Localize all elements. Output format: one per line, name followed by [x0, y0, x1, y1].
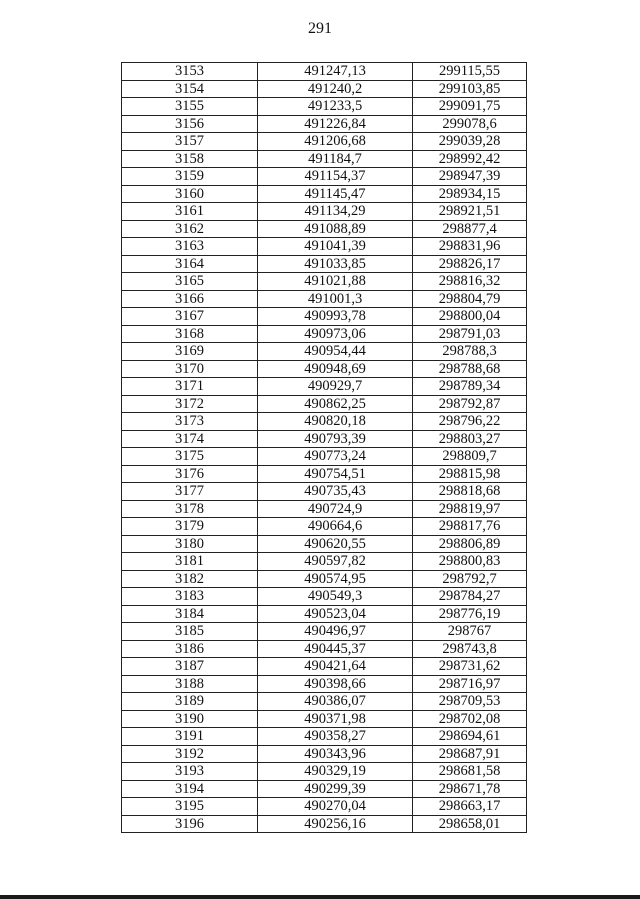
y-coordinate-cell: 298663,17 — [413, 798, 527, 816]
y-coordinate-cell: 298671,78 — [413, 780, 527, 798]
x-coordinate-cell: 490793,39 — [258, 430, 413, 448]
x-coordinate-cell: 491033,85 — [258, 255, 413, 273]
y-coordinate-cell: 298921,51 — [413, 203, 527, 221]
point-number-cell: 3156 — [122, 115, 258, 133]
x-coordinate-cell: 490329,19 — [258, 763, 413, 781]
y-coordinate-cell: 298767 — [413, 623, 527, 641]
point-number-cell: 3174 — [122, 430, 258, 448]
point-number-cell: 3168 — [122, 325, 258, 343]
x-coordinate-cell: 491226,84 — [258, 115, 413, 133]
x-coordinate-cell: 491145,47 — [258, 185, 413, 203]
point-number-cell: 3189 — [122, 693, 258, 711]
table-row — [122, 675, 527, 693]
table-row — [122, 710, 527, 728]
table-row — [122, 378, 527, 396]
x-coordinate-cell: 491154,37 — [258, 168, 413, 186]
x-coordinate-cell: 490256,16 — [258, 815, 413, 833]
x-coordinate-cell: 490820,18 — [258, 413, 413, 431]
y-coordinate-cell: 298784,27 — [413, 588, 527, 606]
point-number-cell: 3182 — [122, 570, 258, 588]
x-coordinate-cell: 491001,3 — [258, 290, 413, 308]
y-coordinate-cell: 299091,75 — [413, 98, 527, 116]
x-coordinate-cell: 490299,39 — [258, 780, 413, 798]
table-row — [122, 133, 527, 151]
point-number-cell: 3169 — [122, 343, 258, 361]
point-number-cell: 3181 — [122, 553, 258, 571]
x-coordinate-cell: 491184,7 — [258, 150, 413, 168]
x-coordinate-cell: 490270,04 — [258, 798, 413, 816]
x-coordinate-cell: 490574,95 — [258, 570, 413, 588]
y-coordinate-cell: 298709,53 — [413, 693, 527, 711]
y-coordinate-cell: 298817,76 — [413, 518, 527, 536]
x-coordinate-cell: 491041,39 — [258, 238, 413, 256]
y-coordinate-cell: 298818,68 — [413, 483, 527, 501]
y-coordinate-cell: 298716,97 — [413, 675, 527, 693]
x-coordinate-cell: 491206,68 — [258, 133, 413, 151]
table-row — [122, 745, 527, 763]
y-coordinate-cell: 299115,55 — [413, 63, 527, 81]
x-coordinate-cell: 490754,51 — [258, 465, 413, 483]
y-coordinate-cell: 298681,58 — [413, 763, 527, 781]
x-coordinate-cell: 491240,2 — [258, 80, 413, 98]
point-number-cell: 3192 — [122, 745, 258, 763]
point-number-cell: 3170 — [122, 360, 258, 378]
x-coordinate-cell: 490862,25 — [258, 395, 413, 413]
point-number-cell: 3195 — [122, 798, 258, 816]
table-row — [122, 203, 527, 221]
y-coordinate-cell: 298826,17 — [413, 255, 527, 273]
y-coordinate-cell: 298702,08 — [413, 710, 527, 728]
x-coordinate-cell: 490954,44 — [258, 343, 413, 361]
point-number-cell: 3153 — [122, 63, 258, 81]
coordinates-table-body — [122, 63, 527, 833]
y-coordinate-cell: 298806,89 — [413, 535, 527, 553]
table-row — [122, 658, 527, 676]
point-number-cell: 3180 — [122, 535, 258, 553]
scan-edge — [0, 895, 640, 899]
x-coordinate-cell: 490929,7 — [258, 378, 413, 396]
table-row — [122, 220, 527, 238]
table-row — [122, 693, 527, 711]
point-number-cell: 3190 — [122, 710, 258, 728]
table-row — [122, 308, 527, 326]
x-coordinate-cell: 490724,9 — [258, 500, 413, 518]
y-coordinate-cell: 298800,83 — [413, 553, 527, 571]
x-coordinate-cell: 491233,5 — [258, 98, 413, 116]
x-coordinate-cell: 490496,97 — [258, 623, 413, 641]
point-number-cell: 3176 — [122, 465, 258, 483]
x-coordinate-cell: 490343,96 — [258, 745, 413, 763]
point-number-cell: 3162 — [122, 220, 258, 238]
table-row — [122, 255, 527, 273]
point-number-cell: 3165 — [122, 273, 258, 291]
point-number-cell: 3177 — [122, 483, 258, 501]
point-number-cell: 3175 — [122, 448, 258, 466]
x-coordinate-cell: 491247,13 — [258, 63, 413, 81]
point-number-cell: 3167 — [122, 308, 258, 326]
y-coordinate-cell: 298804,79 — [413, 290, 527, 308]
y-coordinate-cell: 299039,28 — [413, 133, 527, 151]
y-coordinate-cell: 298831,96 — [413, 238, 527, 256]
table-row — [122, 290, 527, 308]
x-coordinate-cell: 491088,89 — [258, 220, 413, 238]
point-number-cell: 3179 — [122, 518, 258, 536]
point-number-cell: 3159 — [122, 168, 258, 186]
point-number-cell: 3194 — [122, 780, 258, 798]
y-coordinate-cell: 299078,6 — [413, 115, 527, 133]
x-coordinate-cell: 490421,64 — [258, 658, 413, 676]
point-number-cell: 3163 — [122, 238, 258, 256]
point-number-cell: 3196 — [122, 815, 258, 833]
y-coordinate-cell: 298803,27 — [413, 430, 527, 448]
table-row — [122, 448, 527, 466]
table-row — [122, 98, 527, 116]
x-coordinate-cell: 490386,07 — [258, 693, 413, 711]
y-coordinate-cell: 298947,39 — [413, 168, 527, 186]
y-coordinate-cell: 298792,87 — [413, 395, 527, 413]
y-coordinate-cell: 298731,62 — [413, 658, 527, 676]
x-coordinate-cell: 491021,88 — [258, 273, 413, 291]
x-coordinate-cell: 490523,04 — [258, 605, 413, 623]
y-coordinate-cell: 298789,34 — [413, 378, 527, 396]
x-coordinate-cell: 490358,27 — [258, 728, 413, 746]
y-coordinate-cell: 298796,22 — [413, 413, 527, 431]
point-number-cell: 3155 — [122, 98, 258, 116]
table-row — [122, 413, 527, 431]
y-coordinate-cell: 298743,8 — [413, 640, 527, 658]
table-row — [122, 728, 527, 746]
table-row — [122, 553, 527, 571]
table-row — [122, 80, 527, 98]
x-coordinate-cell: 490948,69 — [258, 360, 413, 378]
x-coordinate-cell: 490735,43 — [258, 483, 413, 501]
point-number-cell: 3161 — [122, 203, 258, 221]
point-number-cell: 3160 — [122, 185, 258, 203]
point-number-cell: 3187 — [122, 658, 258, 676]
point-number-cell: 3158 — [122, 150, 258, 168]
y-coordinate-cell: 298788,68 — [413, 360, 527, 378]
point-number-cell: 3154 — [122, 80, 258, 98]
point-number-cell: 3166 — [122, 290, 258, 308]
point-number-cell: 3185 — [122, 623, 258, 641]
table-row — [122, 798, 527, 816]
x-coordinate-cell: 490371,98 — [258, 710, 413, 728]
point-number-cell: 3164 — [122, 255, 258, 273]
point-number-cell: 3188 — [122, 675, 258, 693]
table-row — [122, 640, 527, 658]
y-coordinate-cell: 298800,04 — [413, 308, 527, 326]
table-row — [122, 395, 527, 413]
table-row — [122, 780, 527, 798]
y-coordinate-cell: 298687,91 — [413, 745, 527, 763]
y-coordinate-cell: 298809,7 — [413, 448, 527, 466]
table-row — [122, 623, 527, 641]
y-coordinate-cell: 298816,32 — [413, 273, 527, 291]
x-coordinate-cell: 490445,37 — [258, 640, 413, 658]
y-coordinate-cell: 298877,4 — [413, 220, 527, 238]
point-number-cell: 3193 — [122, 763, 258, 781]
table-row — [122, 588, 527, 606]
x-coordinate-cell: 490993,78 — [258, 308, 413, 326]
y-coordinate-cell: 298792,7 — [413, 570, 527, 588]
table-row — [122, 483, 527, 501]
table-row — [122, 238, 527, 256]
table-row — [122, 168, 527, 186]
point-number-cell: 3172 — [122, 395, 258, 413]
y-coordinate-cell: 298934,15 — [413, 185, 527, 203]
x-coordinate-cell: 490620,55 — [258, 535, 413, 553]
y-coordinate-cell: 298694,61 — [413, 728, 527, 746]
table-row — [122, 150, 527, 168]
x-coordinate-cell: 490973,06 — [258, 325, 413, 343]
table-row — [122, 518, 527, 536]
table-row — [122, 763, 527, 781]
x-coordinate-cell: 490664,6 — [258, 518, 413, 536]
page-number: 291 — [308, 20, 332, 37]
y-coordinate-cell: 298819,97 — [413, 500, 527, 518]
coordinates-table — [121, 62, 527, 833]
table-row — [122, 570, 527, 588]
table-row — [122, 343, 527, 361]
table-row — [122, 500, 527, 518]
y-coordinate-cell: 298658,01 — [413, 815, 527, 833]
point-number-cell: 3184 — [122, 605, 258, 623]
y-coordinate-cell: 299103,85 — [413, 80, 527, 98]
table-row — [122, 273, 527, 291]
table-row — [122, 430, 527, 448]
y-coordinate-cell: 298788,3 — [413, 343, 527, 361]
y-coordinate-cell: 298815,98 — [413, 465, 527, 483]
table-row — [122, 325, 527, 343]
table-row — [122, 815, 527, 833]
x-coordinate-cell: 491134,29 — [258, 203, 413, 221]
table-row — [122, 360, 527, 378]
x-coordinate-cell: 490398,66 — [258, 675, 413, 693]
y-coordinate-cell: 298776,19 — [413, 605, 527, 623]
x-coordinate-cell: 490773,24 — [258, 448, 413, 466]
point-number-cell: 3191 — [122, 728, 258, 746]
point-number-cell: 3186 — [122, 640, 258, 658]
table-row — [122, 535, 527, 553]
table-row — [122, 605, 527, 623]
x-coordinate-cell: 490597,82 — [258, 553, 413, 571]
point-number-cell: 3171 — [122, 378, 258, 396]
point-number-cell: 3157 — [122, 133, 258, 151]
point-number-cell: 3183 — [122, 588, 258, 606]
table-row — [122, 465, 527, 483]
point-number-cell: 3178 — [122, 500, 258, 518]
y-coordinate-cell: 298791,03 — [413, 325, 527, 343]
point-number-cell: 3173 — [122, 413, 258, 431]
x-coordinate-cell: 490549,3 — [258, 588, 413, 606]
table-row — [122, 185, 527, 203]
table-row — [122, 63, 527, 81]
table-row — [122, 115, 527, 133]
y-coordinate-cell: 298992,42 — [413, 150, 527, 168]
